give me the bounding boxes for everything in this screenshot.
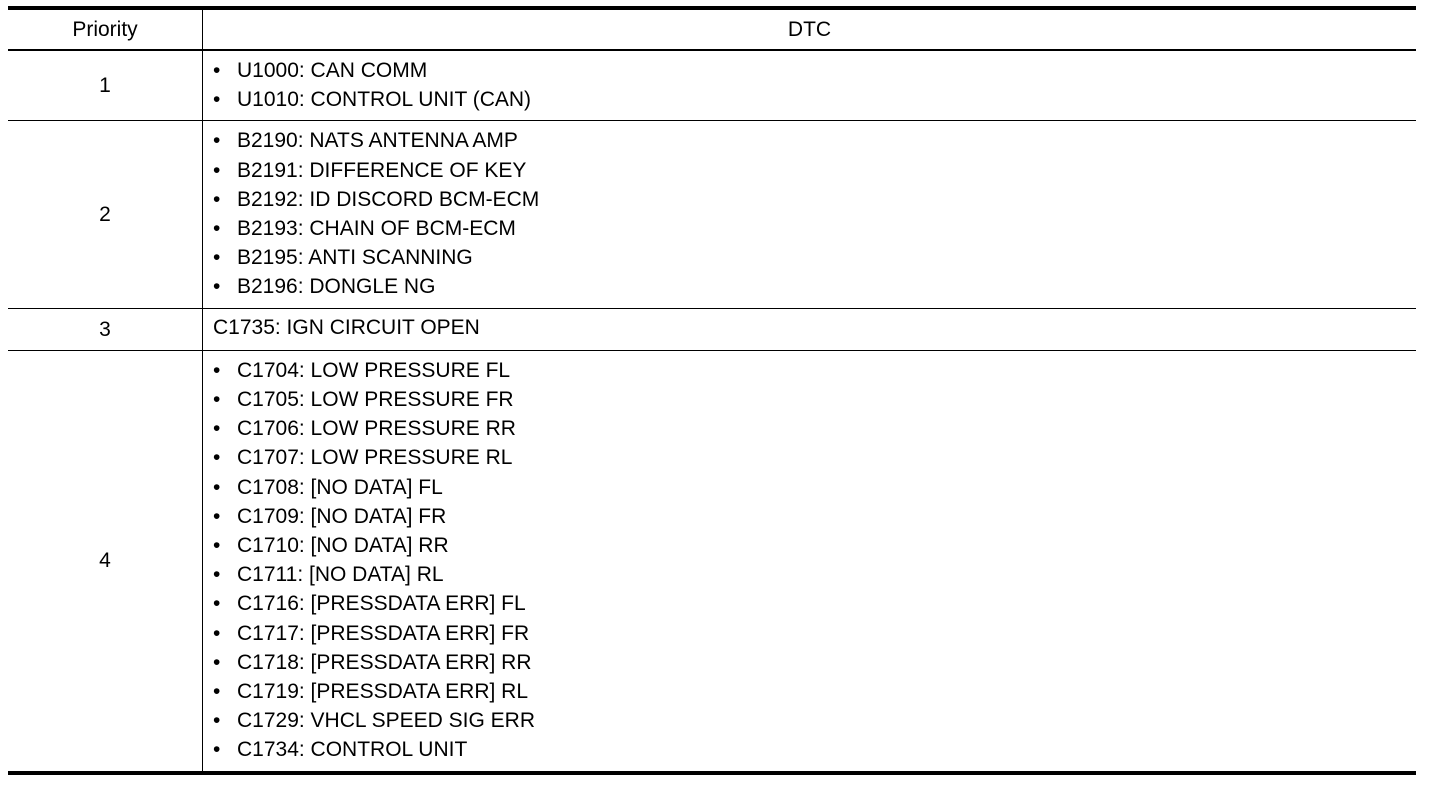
priority-cell: 1	[8, 50, 203, 121]
priority-cell: 3	[8, 308, 203, 350]
dtc-column-header: DTC	[203, 8, 1417, 50]
dtc-list	[213, 126, 1416, 301]
dtc-cell	[203, 50, 1417, 121]
dtc-item: • B2196: DONGLE NG	[213, 272, 1416, 301]
dtc-item: • C1709: [NO DATA] FR	[213, 502, 1416, 531]
dtc-cell: C1735: IGN CIRCUIT OPEN	[203, 308, 1417, 350]
dtc-item: • B2193: CHAIN OF BCM-ECM	[213, 214, 1416, 243]
dtc-item: • C1704: LOW PRESSURE FL	[213, 356, 1416, 385]
dtc-item: • C1710: [NO DATA] RR	[213, 531, 1416, 560]
dtc-item: • C1718: [PRESSDATA ERR] RR	[213, 648, 1416, 677]
priority-cell: 4	[8, 350, 203, 772]
dtc-item: • B2191: DIFFERENCE OF KEY	[213, 156, 1416, 185]
dtc-item: • C1716: [PRESSDATA ERR] FL	[213, 589, 1416, 618]
dtc-item: • C1708: [NO DATA] FL	[213, 473, 1416, 502]
priority-cell: 2	[8, 121, 203, 308]
dtc-cell	[203, 350, 1417, 772]
table-row	[8, 50, 1416, 121]
table-row	[8, 308, 1416, 350]
dtc-item: • C1717: [PRESSDATA ERR] FR	[213, 619, 1416, 648]
dtc-priority-table	[8, 6, 1416, 775]
dtc-item: • B2190: NATS ANTENNA AMP	[213, 126, 1416, 155]
dtc-item: • B2192: ID DISCORD BCM-ECM	[213, 185, 1416, 214]
dtc-item: • C1719: [PRESSDATA ERR] RL	[213, 677, 1416, 706]
dtc-cell	[203, 121, 1417, 308]
priority-column-header: Priority	[8, 8, 203, 50]
dtc-item: • U1000: CAN COMM	[213, 56, 1416, 85]
dtc-item: • C1729: VHCL SPEED SIG ERR	[213, 706, 1416, 735]
table-row	[8, 350, 1416, 772]
dtc-item: • U1010: CONTROL UNIT (CAN)	[213, 85, 1416, 114]
dtc-item: • C1734: CONTROL UNIT	[213, 735, 1416, 764]
dtc-item: • C1706: LOW PRESSURE RR	[213, 414, 1416, 443]
dtc-item: • B2195: ANTI SCANNING	[213, 243, 1416, 272]
dtc-list	[213, 356, 1416, 765]
dtc-item: • C1711: [NO DATA] RL	[213, 560, 1416, 589]
table-row	[8, 121, 1416, 308]
dtc-list	[213, 56, 1416, 114]
dtc-item: • C1707: LOW PRESSURE RL	[213, 443, 1416, 472]
table-header-row	[8, 8, 1416, 50]
dtc-item: • C1705: LOW PRESSURE FR	[213, 385, 1416, 414]
